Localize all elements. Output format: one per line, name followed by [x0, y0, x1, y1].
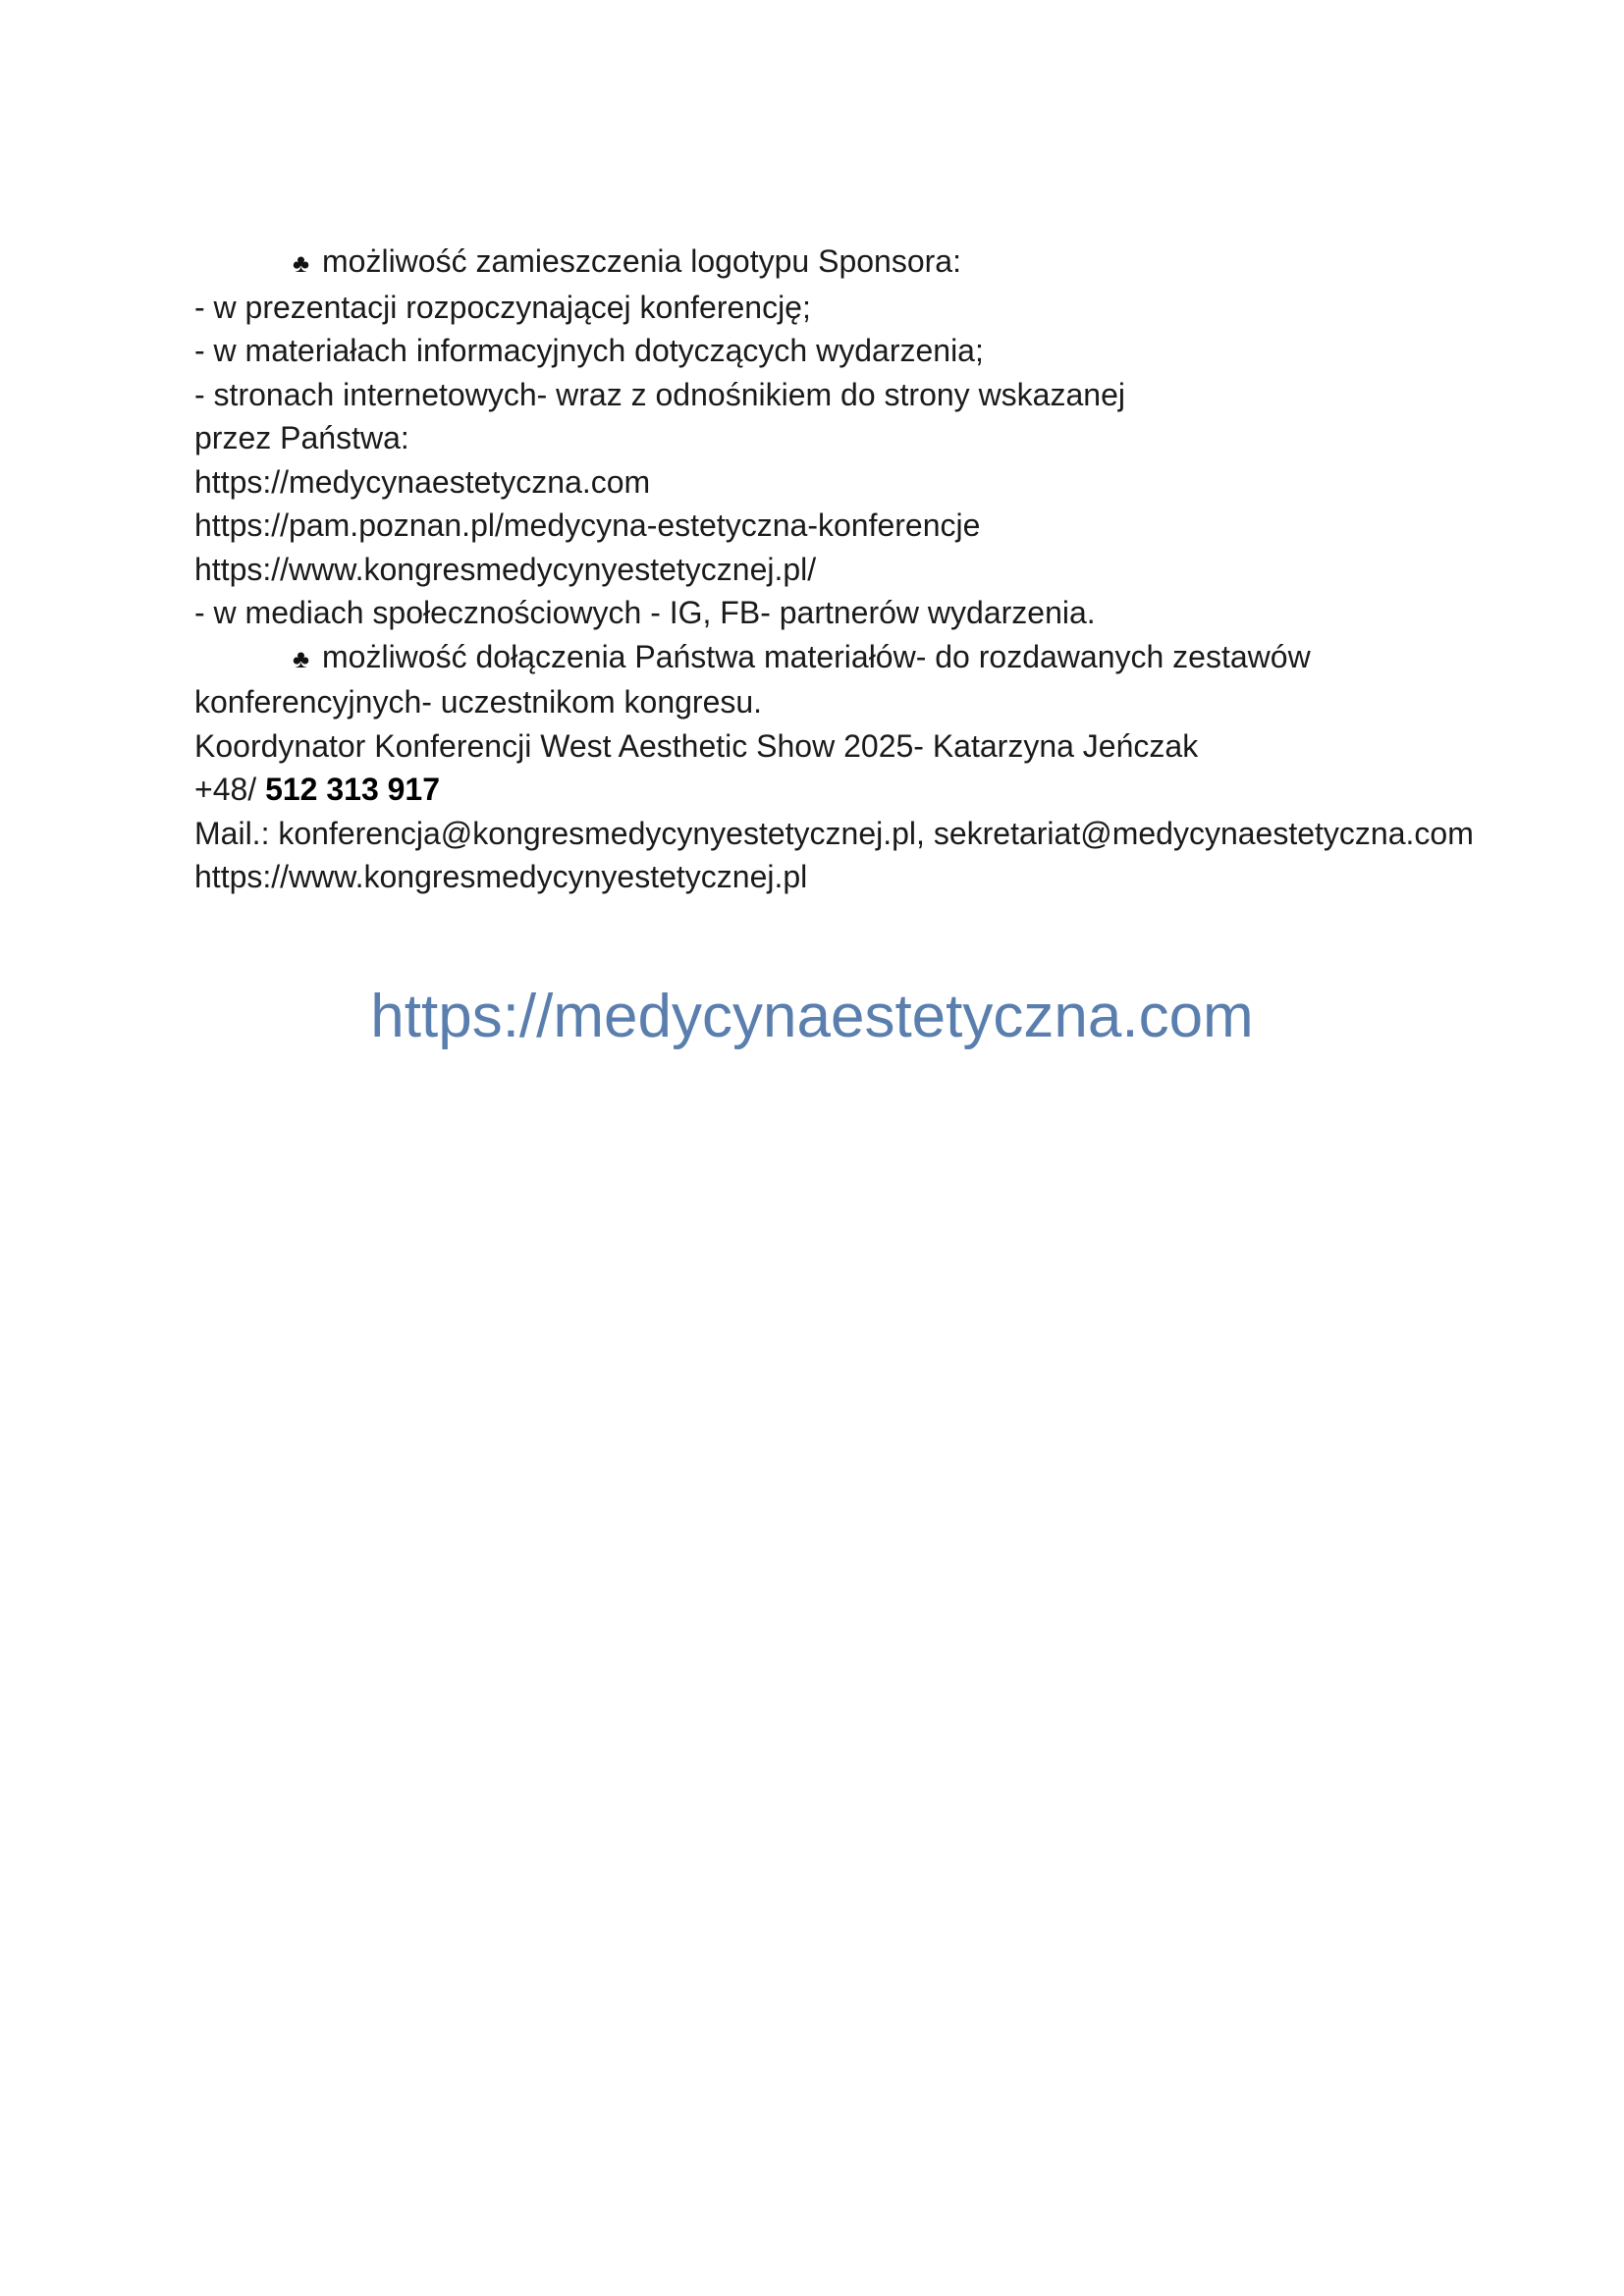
- phone-prefix: +48/: [194, 772, 266, 807]
- phone-line: [194, 768, 1500, 812]
- club-bullet-icon: ♣: [293, 248, 310, 278]
- bullet-item-logo: [194, 240, 1500, 286]
- document-body: [194, 240, 1500, 899]
- text-line: - w mediach społecznościowych - IG, FB- partnerów wydarzenia.: [194, 595, 1096, 630]
- url-line: https://medycynaestetyczna.com: [194, 463, 651, 500]
- bullet-text: możliwość zamieszczenia logotypu Sponsora:: [322, 243, 961, 279]
- url-line: https://www.kongresmedycynyestetycznej.pl/: [194, 551, 817, 587]
- text-line: - stronach internetowych- wraz z odnośnikiem do strony wskazanej: [194, 376, 1125, 412]
- url-line: https://www.kongresmedycynyestetycznej.pl: [194, 859, 808, 894]
- phone-number: 512 313 917: [265, 772, 441, 807]
- coordinator-line: Koordynator Konferencji West Aesthetic Show 2025- Katarzyna Jeńczak: [194, 727, 1199, 764]
- bullet-item-materials: [194, 635, 1500, 681]
- url-line: https://pam.poznan.pl/medycyna-estetyczna-konferencje: [194, 507, 981, 543]
- text-line: przez Państwa:: [194, 420, 409, 455]
- club-bullet-icon: ♣: [293, 643, 310, 673]
- text-line: - w materiałach informacyjnych dotyczących wydarzenia;: [194, 333, 984, 368]
- text-line: - w prezentacji rozpoczynającej konferencję;: [194, 289, 811, 325]
- bullet-text: możliwość dołączenia Państwa materiałów- do rozdawanych zestawów: [322, 638, 1311, 674]
- mail-line: Mail.: konferencja@kongresmedycynyestetycznej.pl, sekretariat@medycynaestetyczna.com: [194, 815, 1474, 851]
- footer-website-link[interactable]: https://medycynaestetyczna.com: [370, 983, 1254, 1050]
- text-line: konferencyjnych- uczestnikom kongresu.: [194, 684, 763, 720]
